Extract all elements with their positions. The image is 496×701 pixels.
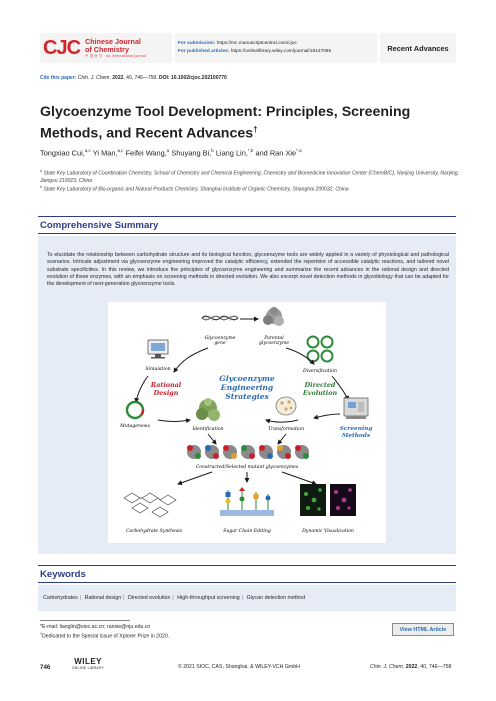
keyword[interactable]: Directed evolution (128, 595, 171, 601)
section-rule (38, 216, 456, 217)
submission-link[interactable]: https://mc.manuscriptcentral.com/cjoc (216, 41, 297, 46)
center-title-3: Strategies (225, 392, 269, 401)
section-rule (38, 233, 456, 234)
label-parental-2: glycoenzyme (258, 341, 290, 346)
label-app-synthesis: Carbohydrate Synthesis (125, 529, 183, 534)
mutant-enzymes-row (187, 445, 309, 459)
view-html-article-button[interactable]: View HTML Article (392, 623, 454, 636)
mutagenesis-plasmid-icon (127, 402, 143, 418)
arrow (178, 472, 212, 484)
keyword[interactable]: Glycan detection method (246, 595, 306, 601)
cite-volume-pages: , 40, 746—758. (123, 75, 158, 81)
footer-journal: Chin. J. Chem. (370, 664, 405, 670)
affiliation-text: State Key Laboratory of Coordination Chemistry, School of Chemistry and Chemical Engineering, Chemistry and Biomedicine Innovation Center (ChemBIC), Nanjing University, Nanjing, Jiangsu 210023, China (40, 170, 460, 185)
wiley-wordmark: WILEY (74, 657, 103, 666)
label-transformation: Transformation (267, 427, 305, 432)
arrow (314, 414, 340, 418)
label-rational-1: Rational (150, 381, 182, 389)
label-app-visualization: Dynamic Visualization (302, 529, 354, 534)
author-name[interactable]: Yi Man, (92, 148, 118, 158)
cite-year: 2022 (112, 75, 124, 81)
arrow (278, 434, 286, 444)
page-number: 746 (40, 664, 51, 671)
dedication-note (40, 632, 169, 640)
section-rule (38, 582, 456, 583)
center-title-1: Glycoenzyme (219, 374, 275, 383)
carbohydrate-structure-icon (124, 493, 176, 517)
label-glycoenzyme-gene-2: gene (214, 341, 226, 346)
label-diversification: Diversification (303, 369, 337, 374)
cite-doi[interactable]: DOI: 10.1002/cjoc.202100770 (158, 75, 227, 81)
affiliation (40, 184, 460, 194)
logo-subline: 中 国 化 学 · An international journal (85, 54, 147, 58)
keyword[interactable]: Carbohydrates (43, 595, 78, 601)
cite-label: Cite this paper: (40, 75, 77, 81)
published-label: For published articles: (178, 49, 230, 54)
arrow (266, 420, 298, 422)
arrow (174, 348, 208, 372)
author-affil-mark: a,c (117, 148, 124, 153)
graphical-abstract-svg (108, 302, 386, 543)
dedication-mark: † (40, 632, 42, 636)
author-affil-mark: a,c (84, 148, 91, 153)
identified-enzyme-icon (196, 398, 220, 421)
keyword-list: Carbohydrates | Rational design | Directed evolution | High-throughput screening | Glycan detection method (43, 595, 306, 601)
author-affil-mark: a (166, 148, 170, 153)
screening-instrument-icon (344, 398, 368, 419)
label-constructed: Constructed/Selected mutant glycoenzymes (195, 465, 299, 470)
author-name[interactable]: Tongxiao Cui, (40, 148, 85, 158)
dedication-text: Dedicated to the Special Issue of Xplorer Prize in 2020. (42, 633, 170, 640)
label-directed-1: Directed (304, 381, 336, 389)
affiliation-text: State Key Laboratory of Bio-organic and Natural Products Chemistry, Shanghai Institute of Organic Chemistry, Shanghai 200032, China (43, 186, 349, 193)
label-simulation: Simulation (145, 367, 171, 372)
arrow (158, 420, 190, 422)
citation-line (40, 75, 227, 81)
diversification-icon (308, 337, 333, 362)
label-directed-2: Evolution (302, 389, 338, 397)
microscopy-image-icon (300, 484, 356, 516)
wiley-subline: ONLINE LIBRARY (72, 666, 105, 670)
correspondence-email[interactable]: *E-mail: lianglin@sioc.ac.cn; ranxie@nju.edu.cn (40, 624, 151, 630)
label-screening-1: Screening (339, 426, 373, 432)
article-title (40, 103, 460, 143)
author-affil-mark: *,b (247, 148, 254, 153)
label-parental-1: Parental (264, 336, 284, 341)
center-title-2: Engineering (220, 383, 274, 392)
cell-membrane-icon (220, 487, 274, 516)
author-name[interactable]: Shuyang Bi, (171, 148, 212, 158)
label-mutagenesis: Mutagenesis (120, 424, 150, 429)
label-app-editing: Sugar Chain Editing (223, 529, 271, 534)
journal-header (40, 33, 456, 63)
summary-abstract: To elucidate the relationship between carbohydrate structure and its biological function, glycoenzyme tools are widely applied in a variety of physiological and pathological scenarios. Intricate adjustment via glycoenzyme engineering improved the catalytic efficiency, extended the repertoire of accessible catalytic reactions, and tailored novel substrate specificities. In this review, we introduce the principles of glycoenzyme engineering and summarize the recent advances in the rational design and directed evolution of these enzymes, with an emphasis on screening methods in directed evolution. We also excerpt novel detection methods in glycobiology that can be adapted for the development of next-generation glycoenzyme tools. (47, 252, 449, 288)
keywords-heading: Keywords (40, 569, 86, 580)
protein-icon (263, 307, 284, 326)
submission-label: For submission: (178, 41, 216, 46)
petri-dish-icon (276, 397, 296, 415)
graphical-abstract (108, 302, 386, 543)
author-affil-mark: *,a (296, 148, 302, 153)
label-screening-2: Methods (341, 433, 371, 439)
journal-logo (40, 33, 172, 63)
footer-year: 2022 (405, 664, 418, 670)
footer-journal-ref (370, 664, 451, 670)
affiliation-mark: b (40, 185, 42, 189)
keyword[interactable]: Rational design (84, 595, 122, 601)
footer-volume-pages: , 40, 746—758 (417, 664, 452, 670)
article-type-badge: Recent Advances (380, 33, 456, 63)
title-dagger: † (253, 125, 258, 134)
author-list (40, 148, 302, 157)
computer-icon (148, 340, 168, 359)
arrow (136, 376, 148, 402)
cite-journal: Chin. J. Chem. (77, 75, 111, 81)
author-name[interactable]: Feifei Wang, (125, 148, 167, 158)
label-identification: Identification (192, 427, 224, 432)
keyword[interactable]: High-throughput screening (177, 595, 240, 601)
arrow (282, 472, 316, 484)
dna-icon (202, 315, 238, 321)
arrow (208, 434, 216, 444)
published-articles-link[interactable]: https://onlinelibrary.wiley.com/journal/16147065 (230, 49, 332, 54)
copyright-notice: © 2021 SIOC, CAS, Shanghai, & WILEY-VCH GmbH (178, 664, 300, 670)
logo-name-line2: of Chemistry (85, 45, 129, 54)
author-name[interactable]: and Ran Xie (255, 148, 297, 158)
author-name[interactable]: Liang Lin, (215, 148, 248, 158)
summary-heading: Comprehensive Summary (40, 220, 159, 231)
wiley-logo (72, 657, 104, 670)
label-glycoenzyme-gene-1: Glycoenzyme (204, 336, 236, 341)
article-title-text: Glycoenzyme Tool Development: Principles, Screening Methods, and Recent Advances (40, 104, 411, 142)
logo-mark: CJC (43, 37, 81, 59)
logo-name-line1: Chinese Journal (85, 37, 141, 46)
footnote-rule (40, 620, 130, 621)
submission-links (175, 33, 377, 63)
label-rational-2: Design (153, 389, 179, 397)
author-affil-mark: b (211, 148, 214, 153)
affiliation-mark: a (40, 169, 42, 173)
section-rule (38, 565, 456, 566)
